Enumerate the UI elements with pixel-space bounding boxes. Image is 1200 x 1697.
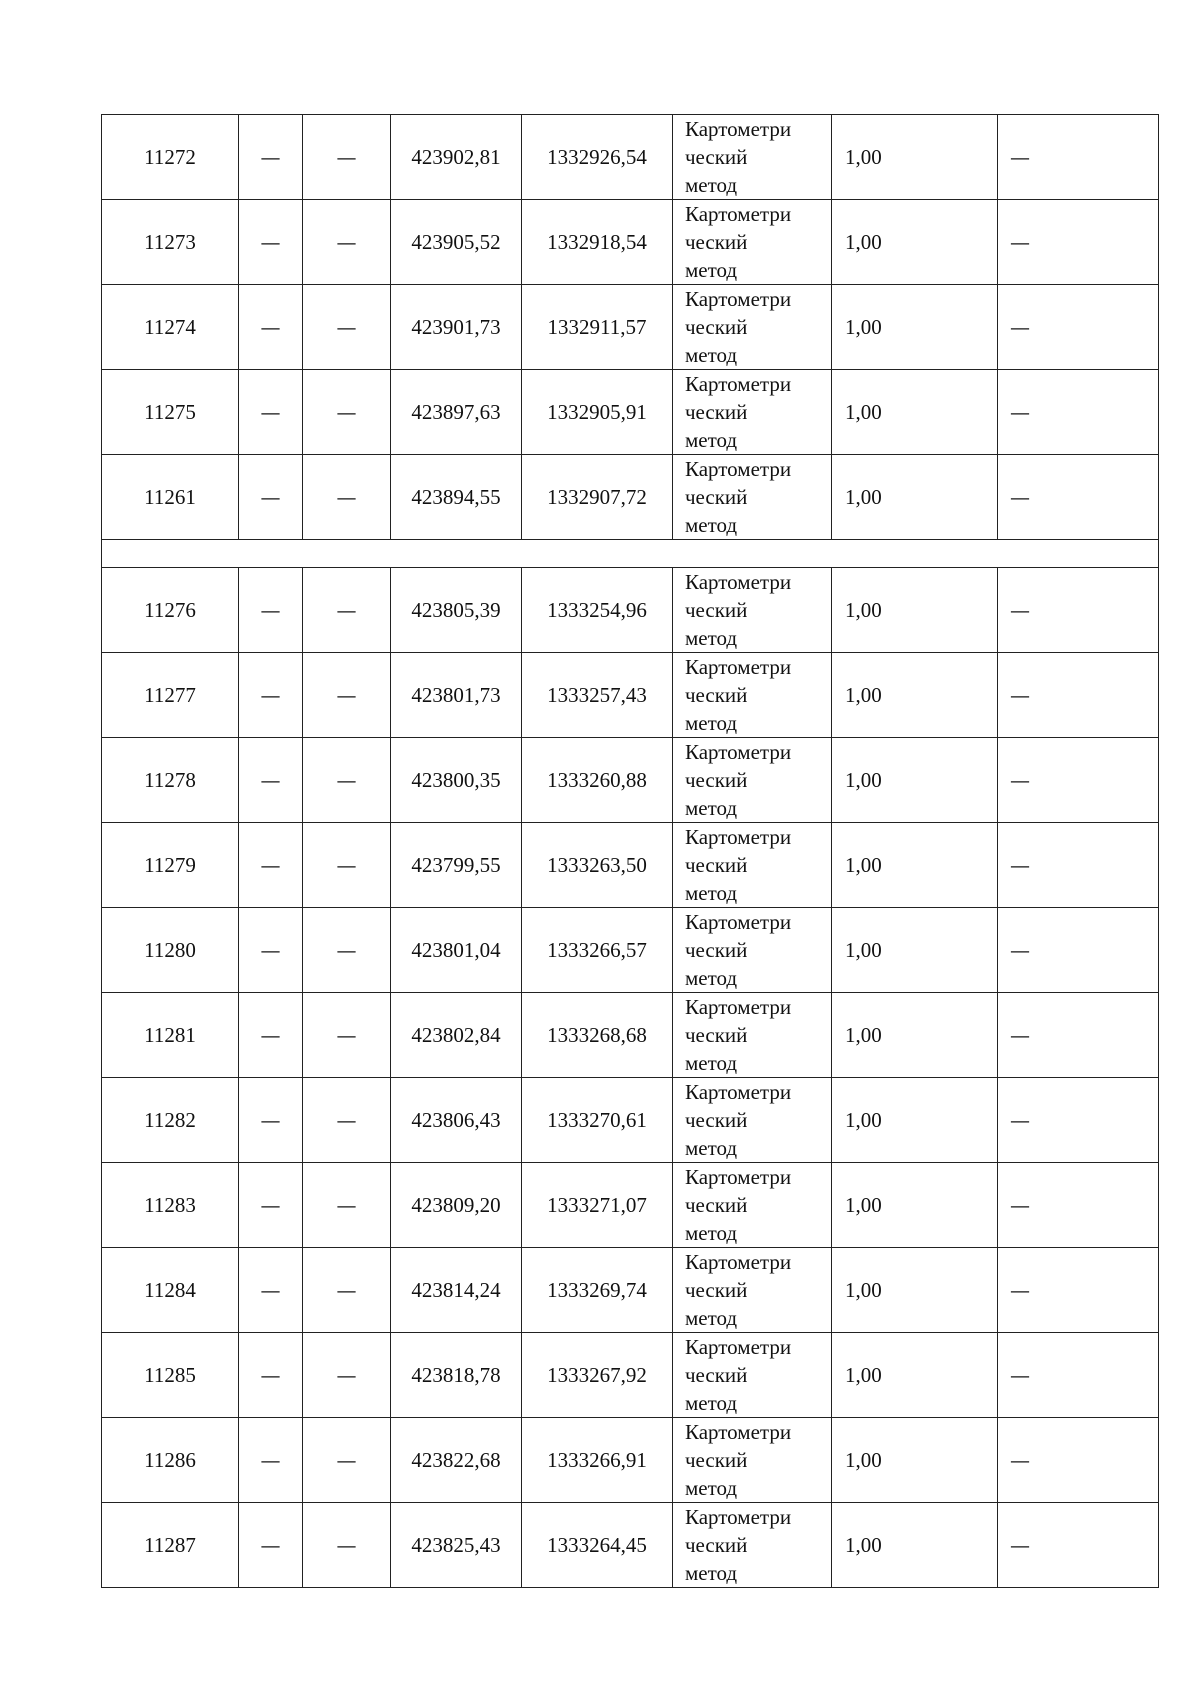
x-coordinate-cell: 423822,68 [391,1418,522,1503]
empty-value-cell: — [303,200,391,285]
method-text-line: Картометри [685,1250,792,1274]
method-cell [673,1503,832,1588]
y-coordinate-cell: 1333269,74 [522,1248,673,1333]
method-text-line: метод [685,258,738,282]
empty-value-cell: — [303,1248,391,1333]
table-row [102,738,1159,823]
accuracy-cell: 1,00 [832,285,998,370]
method-text-line: Картометри [685,1505,792,1529]
method-text-line: Картометри [685,372,792,396]
y-coordinate-cell: 1333254,96 [522,568,673,653]
table-row [102,1333,1159,1418]
point-number-cell: 11278 [102,738,239,823]
method-cell [673,1418,832,1503]
point-number-cell: 11274 [102,285,239,370]
empty-value-cell: — [239,568,303,653]
table-row [102,568,1159,653]
empty-value-cell: — [303,370,391,455]
method-text-line: Картометри [685,655,792,679]
method-text-line: ческий [685,1363,748,1387]
accuracy-cell: 1,00 [832,993,998,1078]
empty-value-cell: — [303,1078,391,1163]
method-text-line: метод [685,173,738,197]
method-text-line: метод [685,1391,738,1415]
accuracy-cell: 1,00 [832,1503,998,1588]
accuracy-cell: 1,00 [832,653,998,738]
empty-value-cell: — [239,653,303,738]
method-text-line: Картометри [685,910,792,934]
x-coordinate-cell: 423894,55 [391,455,522,540]
x-coordinate-cell: 423799,55 [391,823,522,908]
empty-value-cell: — [303,1503,391,1588]
table-row [102,455,1159,540]
method-text-line: ческий [685,1193,748,1217]
method-cell [673,285,832,370]
empty-value-cell: — [239,1333,303,1418]
x-coordinate-cell: 423805,39 [391,568,522,653]
accuracy-cell: 1,00 [832,1418,998,1503]
point-number-cell: 11275 [102,370,239,455]
method-cell [673,568,832,653]
accuracy-cell: 1,00 [832,115,998,200]
x-coordinate-cell: 423897,63 [391,370,522,455]
accuracy-cell: 1,00 [832,738,998,823]
table-row [102,200,1159,285]
accuracy-cell: 1,00 [832,200,998,285]
method-cell [673,908,832,993]
method-text-line: Картометри [685,117,792,141]
method-text-line: Картометри [685,457,792,481]
accuracy-cell: 1,00 [832,823,998,908]
point-number-cell: 11285 [102,1333,239,1418]
empty-value-cell: — [303,738,391,823]
x-coordinate-cell: 423902,81 [391,115,522,200]
x-coordinate-cell: 423809,20 [391,1163,522,1248]
empty-value-cell: — [303,993,391,1078]
table-row [102,1503,1159,1588]
point-number-cell: 11286 [102,1418,239,1503]
point-number-cell: 11261 [102,455,239,540]
method-cell [673,823,832,908]
method-text-line: ческий [685,315,748,339]
table-row [102,653,1159,738]
method-text-line: ческий [685,230,748,254]
empty-value-cell: — [998,993,1159,1078]
empty-value-cell: — [239,1078,303,1163]
y-coordinate-cell: 1333260,88 [522,738,673,823]
method-cell [673,1163,832,1248]
point-number-cell: 11281 [102,993,239,1078]
x-coordinate-cell: 423818,78 [391,1333,522,1418]
x-coordinate-cell: 423905,52 [391,200,522,285]
accuracy-cell: 1,00 [832,455,998,540]
point-number-cell: 11272 [102,115,239,200]
method-text-line: метод [685,711,738,735]
x-coordinate-cell: 423901,73 [391,285,522,370]
empty-value-cell: — [998,370,1159,455]
method-text-line: метод [685,1561,738,1585]
empty-value-cell: — [303,823,391,908]
method-text-line: ческий [685,853,748,877]
empty-value-cell: — [998,1078,1159,1163]
empty-value-cell: — [239,370,303,455]
y-coordinate-cell: 1333266,91 [522,1418,673,1503]
empty-value-cell: — [303,285,391,370]
empty-value-cell: — [239,908,303,993]
method-text-line: Картометри [685,570,792,594]
empty-value-cell: — [998,455,1159,540]
table-row [102,1163,1159,1248]
y-coordinate-cell: 1333257,43 [522,653,673,738]
x-coordinate-cell: 423801,73 [391,653,522,738]
accuracy-cell: 1,00 [832,1163,998,1248]
empty-value-cell: — [303,1163,391,1248]
empty-value-cell: — [998,568,1159,653]
method-text-line: метод [685,1051,738,1075]
method-text-line: Картометри [685,995,792,1019]
y-coordinate-cell: 1333263,50 [522,823,673,908]
method-text-line: ческий [685,400,748,424]
method-text-line: Картометри [685,740,792,764]
method-text-line: ческий [685,1278,748,1302]
method-text-line: метод [685,1136,738,1160]
separator-row [102,540,1159,568]
empty-value-cell: — [998,1503,1159,1588]
point-number-cell: 11282 [102,1078,239,1163]
x-coordinate-cell: 423800,35 [391,738,522,823]
point-number-cell: 11279 [102,823,239,908]
accuracy-cell: 1,00 [832,370,998,455]
x-coordinate-cell: 423802,84 [391,993,522,1078]
separator-cell [102,540,1159,568]
method-text-line: ческий [685,145,748,169]
method-cell [673,1078,832,1163]
method-text-line: метод [685,1221,738,1245]
empty-value-cell: — [998,653,1159,738]
method-text-line: метод [685,626,738,650]
empty-value-cell: — [303,1333,391,1418]
empty-value-cell: — [303,1418,391,1503]
empty-value-cell: — [998,285,1159,370]
method-cell [673,200,832,285]
empty-value-cell: — [239,1503,303,1588]
table-row [102,908,1159,993]
point-number-cell: 11277 [102,653,239,738]
empty-value-cell: — [303,115,391,200]
empty-value-cell: — [998,1248,1159,1333]
method-text-line: ческий [685,683,748,707]
method-cell [673,1248,832,1333]
y-coordinate-cell: 1332905,91 [522,370,673,455]
table-row [102,285,1159,370]
empty-value-cell: — [239,1163,303,1248]
empty-value-cell: — [239,115,303,200]
method-text-line: ческий [685,768,748,792]
y-coordinate-cell: 1333264,45 [522,1503,673,1588]
x-coordinate-cell: 423801,04 [391,908,522,993]
y-coordinate-cell: 1333268,68 [522,993,673,1078]
method-cell [673,993,832,1078]
method-text-line: метод [685,796,738,820]
method-text-line: Картометри [685,202,792,226]
table-row [102,370,1159,455]
x-coordinate-cell: 423806,43 [391,1078,522,1163]
y-coordinate-cell: 1332926,54 [522,115,673,200]
method-text-line: метод [685,513,738,537]
empty-value-cell: — [239,200,303,285]
y-coordinate-cell: 1333266,57 [522,908,673,993]
empty-value-cell: — [998,823,1159,908]
coordinates-table [101,114,1159,1588]
method-cell [673,370,832,455]
method-text-line: Картометри [685,1420,792,1444]
method-text-line: Картометри [685,1165,792,1189]
table-row [102,1248,1159,1333]
method-text-line: метод [685,428,738,452]
accuracy-cell: 1,00 [832,1333,998,1418]
empty-value-cell: — [239,993,303,1078]
empty-value-cell: — [998,738,1159,823]
accuracy-cell: 1,00 [832,1248,998,1333]
method-cell [673,738,832,823]
method-text-line: ческий [685,1023,748,1047]
empty-value-cell: — [998,1333,1159,1418]
y-coordinate-cell: 1332918,54 [522,200,673,285]
empty-value-cell: — [239,1418,303,1503]
accuracy-cell: 1,00 [832,1078,998,1163]
method-cell [673,653,832,738]
method-text-line: метод [685,1476,738,1500]
empty-value-cell: — [239,455,303,540]
empty-value-cell: — [303,908,391,993]
method-text-line: Картометри [685,1335,792,1359]
method-text-line: ческий [685,1533,748,1557]
empty-value-cell: — [998,200,1159,285]
method-text-line: метод [685,1306,738,1330]
point-number-cell: 11284 [102,1248,239,1333]
y-coordinate-cell: 1332907,72 [522,455,673,540]
x-coordinate-cell: 423814,24 [391,1248,522,1333]
table-row [102,115,1159,200]
method-text-line: ческий [685,1448,748,1472]
y-coordinate-cell: 1333271,07 [522,1163,673,1248]
table-row [102,823,1159,908]
method-text-line: ческий [685,938,748,962]
point-number-cell: 11280 [102,908,239,993]
empty-value-cell: — [998,1418,1159,1503]
table-row [102,1078,1159,1163]
point-number-cell: 11287 [102,1503,239,1588]
empty-value-cell: — [239,1248,303,1333]
table-row [102,1418,1159,1503]
method-text-line: Картометри [685,825,792,849]
method-text-line: ческий [685,1108,748,1132]
method-text-line: метод [685,966,738,990]
point-number-cell: 11276 [102,568,239,653]
method-cell [673,115,832,200]
method-text-line: метод [685,881,738,905]
empty-value-cell: — [239,285,303,370]
empty-value-cell: — [239,823,303,908]
empty-value-cell: — [998,908,1159,993]
method-text-line: Картометри [685,287,792,311]
method-text-line: Картометри [685,1080,792,1104]
y-coordinate-cell: 1333270,61 [522,1078,673,1163]
method-text-line: метод [685,343,738,367]
table-row [102,993,1159,1078]
x-coordinate-cell: 423825,43 [391,1503,522,1588]
empty-value-cell: — [998,115,1159,200]
method-text-line: ческий [685,598,748,622]
method-cell [673,455,832,540]
empty-value-cell: — [998,1163,1159,1248]
accuracy-cell: 1,00 [832,568,998,653]
empty-value-cell: — [303,455,391,540]
y-coordinate-cell: 1332911,57 [522,285,673,370]
method-cell [673,1333,832,1418]
y-coordinate-cell: 1333267,92 [522,1333,673,1418]
empty-value-cell: — [303,568,391,653]
point-number-cell: 11283 [102,1163,239,1248]
empty-value-cell: — [239,738,303,823]
method-text-line: ческий [685,485,748,509]
empty-value-cell: — [303,653,391,738]
point-number-cell: 11273 [102,200,239,285]
accuracy-cell: 1,00 [832,908,998,993]
